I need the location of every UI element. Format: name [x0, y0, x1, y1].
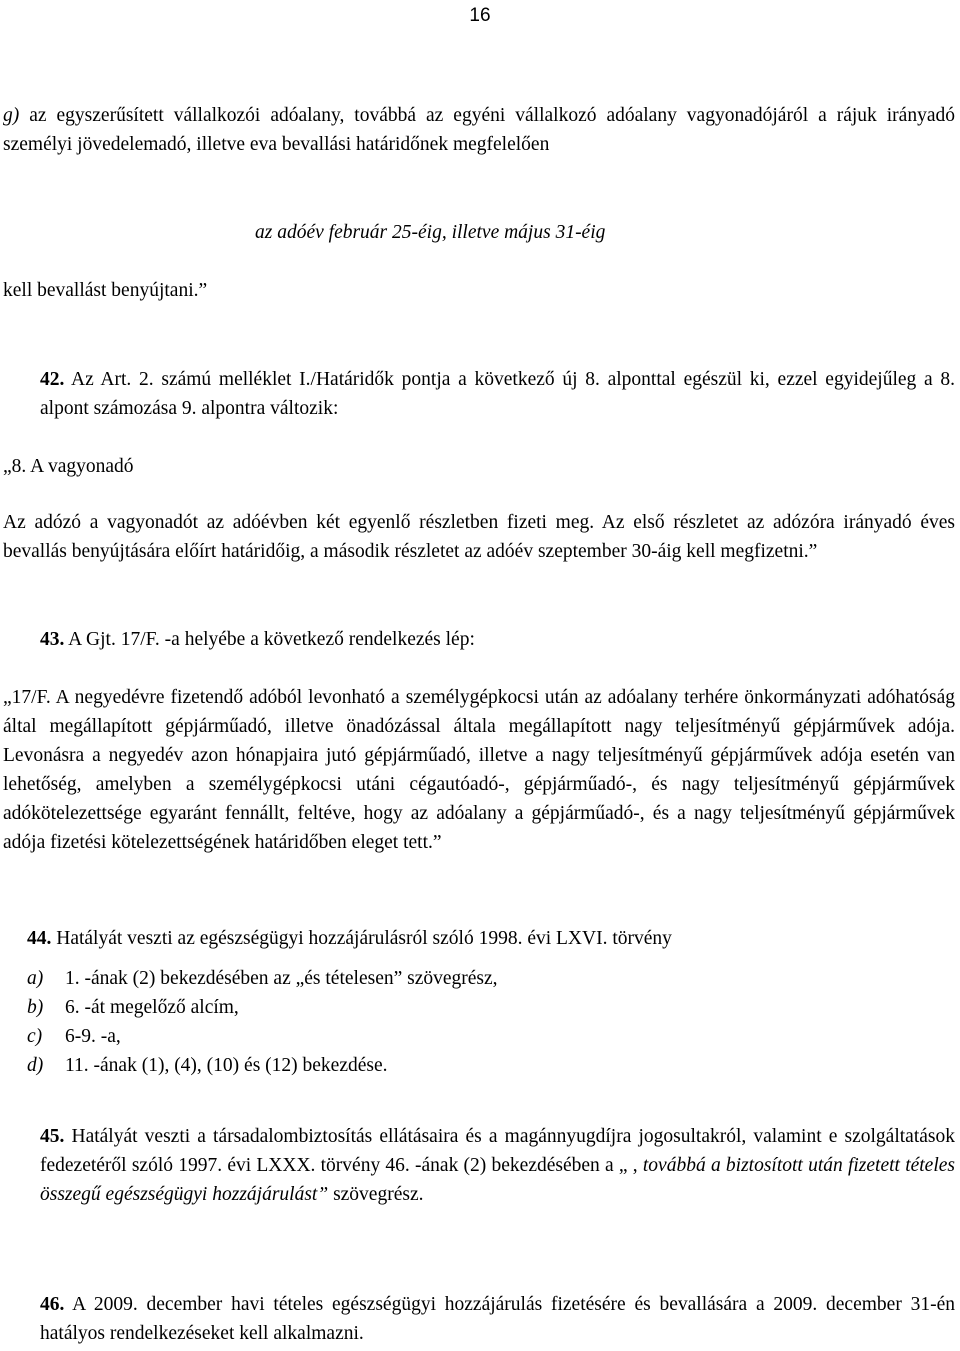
item-42-number: 42. — [40, 369, 65, 390]
clause-g-paragraph — [3, 101, 955, 159]
clause-g-label: g) — [3, 105, 20, 126]
clause-g-text: az egyszerűsített vállalkozói adóalany, továbbá az egyéni vállalkozó adóalany vagyonadójáról a rájuk irányadó személyi jövedelemadó, illetve eva bevallási határidőnek megfelelően — [3, 105, 955, 155]
list-item-mark: c) — [27, 1026, 43, 1047]
item-42-quote-text: Az adózó a vagyonadót az adóévben két egyenlő részletben fizeti meg. Az első részletet az adózóra irányadó éves bevallás benyújtására előírt határidőig, a második részletet az adóév szeptember 30-áig kell megfizetni.” — [3, 512, 955, 562]
item-46-number: 46. — [40, 1294, 65, 1315]
item-45-tail: szövegrész. — [328, 1184, 424, 1205]
clause-g-deadline: az adóév február 25-éig, illetve május 31-éig — [255, 222, 606, 243]
item-42-quote-title: „8. A vagyonadó — [3, 456, 134, 477]
list-item-mark: a) — [27, 968, 44, 989]
item-43-quote-paragraph — [3, 683, 955, 857]
page-number: 16 — [469, 5, 491, 26]
item-45-paragraph — [40, 1122, 955, 1209]
clause-g-closing: kell bevallást benyújtani.” — [3, 280, 208, 301]
list-item-mark: b) — [27, 997, 44, 1018]
item-43-quote-label: „17/F. — [3, 687, 51, 708]
item-46-paragraph — [40, 1290, 955, 1348]
item-45-text: Hatályát veszti a társadalombiztosítás ellátásaira és a magánnyugdíjra jogosultakról, valamint e szolgáltatások fedezetéről szóló 1997. évi LXXX. törvény 46. -ának (2) bekezdésében a „ , — [40, 1126, 955, 1176]
item-44-text: Hatályát veszti az egészségügyi hozzájárulásról szóló 1998. évi LXVI. törvény — [51, 928, 672, 949]
list-item-text: 1. -ának (2) bekezdésében az „és tételesen” szövegrész, — [65, 968, 498, 989]
item-43-text: A Gjt. 17/F. -a helyébe a következő rendelkezés lép: — [64, 629, 475, 650]
item-44-number: 44. — [27, 928, 52, 949]
list-item-text: 6. -át megelőző alcím, — [65, 997, 239, 1018]
item-44-paragraph — [27, 924, 672, 953]
item-42-paragraph — [40, 365, 955, 423]
item-43-number: 43. — [40, 629, 65, 650]
list-item-text: 11. -ának (1), (4), (10) és (12) bekezdése. — [65, 1055, 388, 1076]
list-item-mark: d) — [27, 1055, 44, 1076]
list-item-text: 6-9. -a, — [65, 1026, 121, 1047]
item-43-quote-text: A negyedévre fizetendő adóból levonható a személygépkocsi után az adóalany terhére önkormányzati adóhatóság által megállapított gépjárműadó, illetve önadózással általa megállapított nagy teljesítményű gépjárművek adója. Levonásra a negyedév azon hónapjaira jutó gépjárműadó, illetve a nagy teljesítményű gépjárművek adója esetén van lehetőség, amelyben a személygépkocsi utáni cégautóadó-, gépjárműadó-, és nagy teljesítményű gépjárművek adókötelezettsége egyaránt fennállt, feltéve, hogy az adóalany a gépjárműadó-, és a nagy teljesítményű gépjárművek adója fizetési kötelezettségének határidőben eleget tett.” — [3, 687, 955, 853]
item-45-italic: továbbá a biztosított után fizetett tételes összegű egészségügyi hozzájárulást” — [40, 1155, 955, 1205]
item-46-text: A 2009. december havi tételes egészségügyi hozzájárulás fizetésére és bevallására a 2009. december 31-én hatályos rendelkezéseket kell alkalmazni. — [40, 1294, 955, 1344]
item-43-paragraph — [40, 625, 475, 654]
item-42-text: Az Art. 2. számú melléklet I./Határidők pontja a következő új 8. alponttal egészül ki, ezzel egyidejűleg a 8. alpont számozása 9. alpontra változik: — [40, 369, 955, 419]
item-45-number: 45. — [40, 1126, 65, 1147]
